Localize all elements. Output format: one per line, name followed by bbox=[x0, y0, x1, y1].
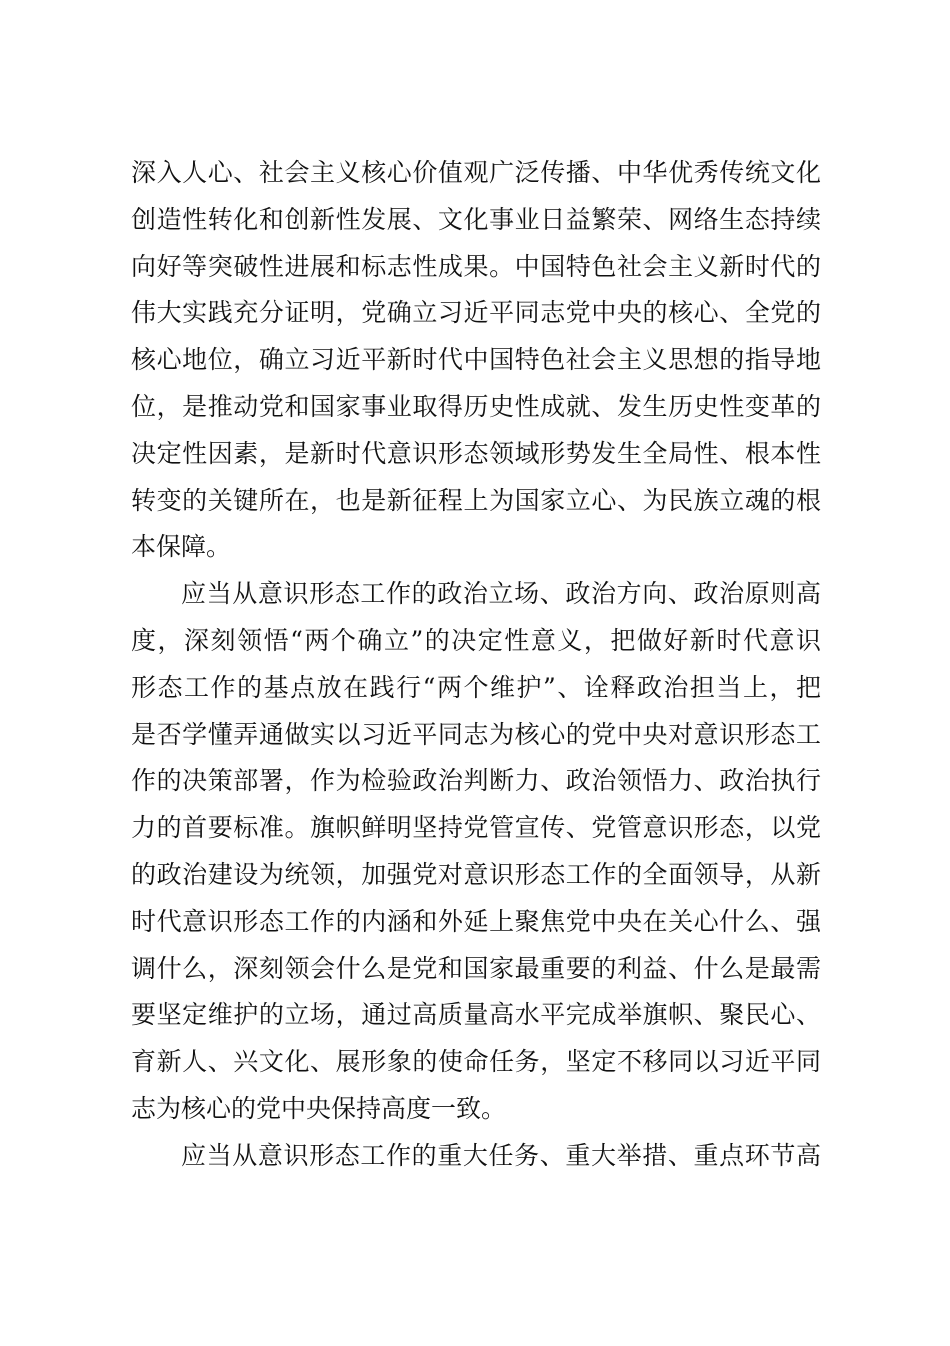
text-line: 伟大实践充分证明，党确立习近平同志党中央的核心、全党的 bbox=[131, 298, 821, 328]
text-line: 调什么，深刻领会什么是党和国家最重要的利益、什么是最需 bbox=[131, 953, 821, 983]
text-line: 形态工作的基点放在践行“两个维护”、诠释政治担当上，把 bbox=[131, 672, 821, 702]
text-line: 力的首要标准。旗帜鲜明坚持党管宣传、党管意识形态，以党 bbox=[131, 813, 821, 843]
text-line: 的政治建设为统领，加强党对意识形态工作的全面领导，从新 bbox=[131, 859, 821, 889]
paragraph-first-line: 应当从意识形态工作的政治立场、政治方向、政治原则高 bbox=[181, 579, 821, 609]
text-line: 转变的关键所在，也是新征程上为国家立心、为民族立魂的根 bbox=[131, 485, 821, 515]
paragraph-first-line: 应当从意识形态工作的重大任务、重大举措、重点环节高 bbox=[181, 1140, 821, 1170]
text-line: 度，深刻领悟“两个确立”的决定性意义，把做好新时代意识 bbox=[131, 625, 821, 655]
text-line: 育新人、兴文化、展形象的使命任务，坚定不移同以习近平同 bbox=[131, 1047, 821, 1077]
text-line: 深入人心、社会主义核心价值观广泛传播、中华优秀传统文化 bbox=[131, 158, 821, 187]
text-line: 位，是推动党和国家事业取得历史性成就、发生历史性变革的 bbox=[131, 391, 821, 421]
text-line: 本保障。 bbox=[131, 532, 232, 562]
text-line: 核心地位，确立习近平新时代中国特色社会主义思想的指导地 bbox=[131, 345, 821, 375]
text-line: 决定性因素，是新时代意识形态领域形势发生全局性、根本性 bbox=[131, 438, 821, 468]
text-line: 志为核心的党中央保持高度一致。 bbox=[131, 1093, 507, 1123]
text-line: 创造性转化和创新性发展、文化事业日益繁荣、网络生态持续 bbox=[131, 204, 821, 234]
text-line: 要坚定维护的立场，通过高质量高水平完成举旗帜、聚民心、 bbox=[131, 1000, 821, 1030]
text-line: 作的决策部署，作为检验政治判断力、政治领悟力、政治执行 bbox=[131, 766, 821, 796]
document-body bbox=[131, 150, 821, 1180]
text-line: 时代意识形态工作的内涵和外延上聚焦党中央在关心什么、强 bbox=[131, 906, 821, 936]
text-line: 向好等突破性进展和标志性成果。中国特色社会主义新时代的 bbox=[131, 251, 821, 281]
text-line: 是否学懂弄通做实以习近平同志为核心的党中央对意识形态工 bbox=[131, 719, 821, 749]
